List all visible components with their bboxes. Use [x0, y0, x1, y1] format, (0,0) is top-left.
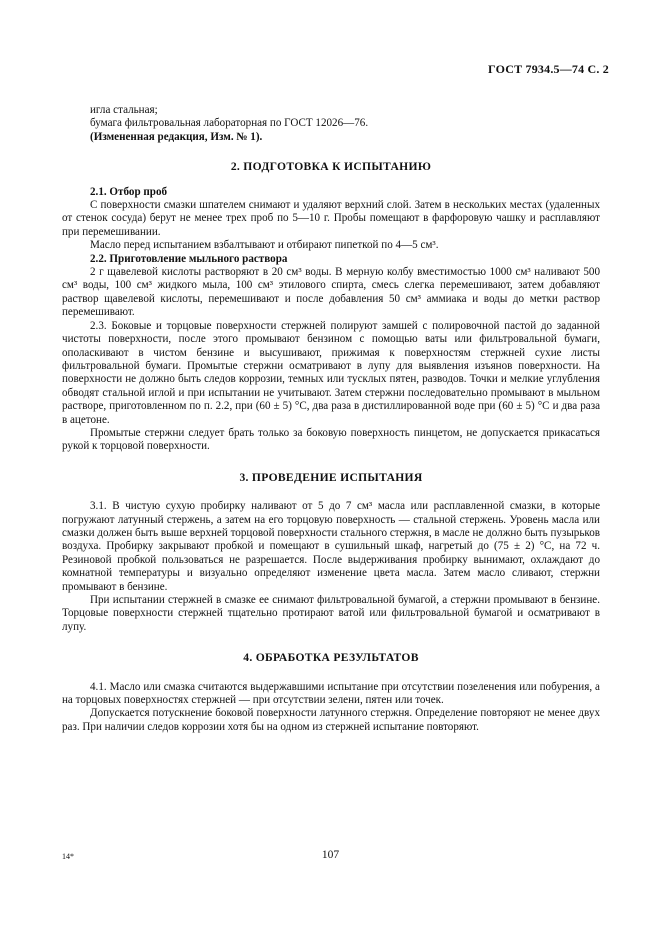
page-number: 107: [321, 849, 340, 861]
paragraph: С поверхности смазки шпателем снимают и удаляют верхний слой. Затем в нескольких местах (удаленных от стенок сосуда) берут не менее трех проб по 5—10 г. Пробы помещают в фарфоровую чашку и расплавляют при перемешивании.: [62, 199, 600, 238]
paragraph: Промытые стержни следует брать только за боковую поверхность пинцетом, не допускается прикасаться рукой к торцовой поверхности.: [62, 426, 600, 453]
paragraph: Масло перед испытанием взбалтывают и отбирают пипеткой по 4—5 см³.: [90, 239, 439, 252]
subsection-2-2-title: 2.2. Приготовление мыльного раствора: [90, 252, 288, 265]
paragraph: 2.3. Боковые и торцовые поверхности стержней полируют замшей с полировочной пастой до заданной чистоты поверхности, после этого промывают бензином с помощью ваты или фильтровальной бумаги, ополаскивают в чистом бензине и высушивают, прижимая к поверхностям стержней сухие листы фильтровальной бумаги. Промытые стержни осматривают в лупу для выявления изъянов поверхности. На поверхности не должно быть следов коррозии, темных или тусклых пятен, разводов. Точки и мелкие углубления обводят стальной иглой и при испытании не учитывают. Затем стержни последовательно промывают в мыльном растворе, приготовленном по п. 2.2, при (60 ± 5) °С, два раза в дистиллированной воде при (60 ± 5) °С и два раза в ацетоне.: [62, 319, 600, 426]
standard-header: ГОСТ 7934.5—74 С. 2: [488, 62, 609, 76]
subsection-2-1-title: 2.1. Отбор проб: [90, 185, 168, 198]
intro-line: бумага фильтровальная лабораторная по ГОСТ 12026—76.: [90, 117, 369, 130]
section-4-title: 4. ОБРАБОТКА РЕЗУЛЬТАТОВ: [243, 651, 419, 665]
section-3-title: 3. ПРОВЕДЕНИЕ ИСПЫТАНИЯ: [239, 470, 423, 484]
intro-line: игла стальная;: [90, 104, 158, 116]
paragraph: Допускается потускнение боковой поверхности латунного стержня. Определение повторяют не менее двух раз. При наличии следов коррозии хотя бы на одном из стержней испытание повторяют.: [62, 707, 600, 733]
sheet-mark: 14*: [62, 852, 74, 861]
paragraph: При испытании стержней в смазке ее снимают фильтровальной бумагой, а стержни промывают в бензине. Торцовые поверхности стержней тщательно протирают ватой или фильтровальной бумагой и осматривают в лупу.: [62, 594, 600, 633]
section-2-title: 2. ПОДГОТОВКА К ИСПЫТАНИЮ: [230, 160, 432, 174]
change-note: (Измененная редакция, Изм. № 1).: [90, 130, 263, 143]
paragraph: 2 г щавелевой кислоты растворяют в 20 см³ воды. В мерную колбу вместимостью 1000 см³ наливают 500 см³ воды, 100 см³ жидкого мыла, 100 см³ этилового спирта, смесь слегка перемешивают, затем добавляют раствор щавелевой кислоты, перемешивают и после добавления 50 см³ аммиака и воды до метки раствор перемешивают.: [62, 266, 600, 319]
paragraph: 3.1. В чистую сухую пробирку наливают от 5 до 7 см³ масла или расплавленной смазки, в которые погружают латунный стержень, а затем на его торцовую поверхность — стальной стержень. Уровень масла или смазки должен быть выше верхней торцовой поверхности стального стержня, в масле не должно быть пузырьков воздуха. Пробирку закрывают пробкой и помещают в сушильный шкаф, нагретый до (75 ± 2) °С, на 72 ч. Резиновой пробкой пользоваться не разрешается. После выдерживания пробирку вынимают, охлаждают до комнатной температуры и визуально определяют изменение цвета масла. Затем масло сливают, стержни промывают в бензине.: [62, 500, 600, 593]
paragraph: 4.1. Масло или смазка считаются выдержавшими испытание при отсутствии позеленения или побурения, а на торцовых поверхностях стержней — при отсутствии зелени, пятен или точек.: [62, 680, 600, 707]
document-body: [62, 104, 600, 734]
